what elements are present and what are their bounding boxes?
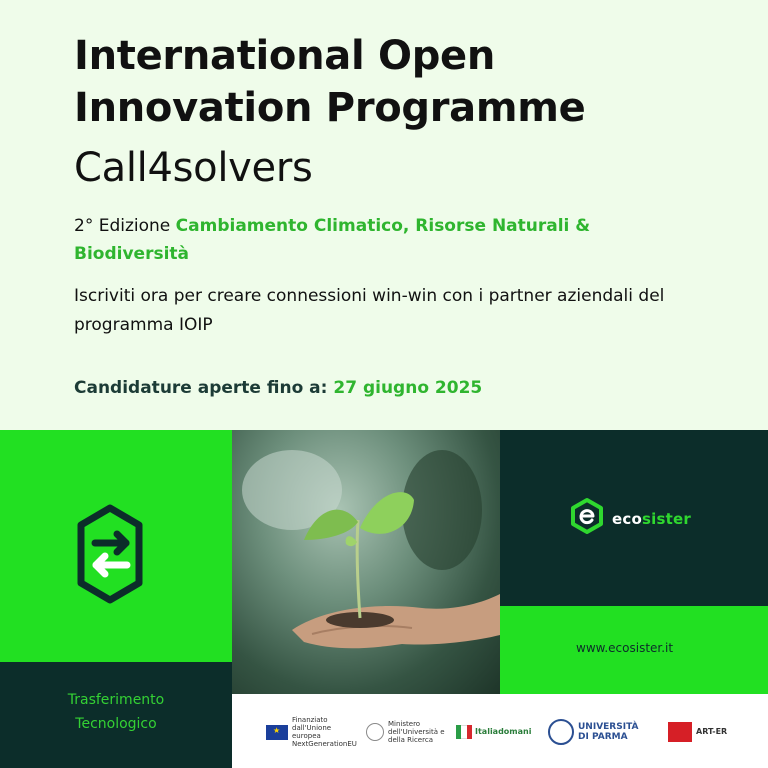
italy-flag-icon	[456, 725, 472, 739]
tech-transfer-line1: Trasferimento	[67, 692, 165, 708]
deadline-date: 27 giugno 2025	[333, 378, 483, 398]
edition-topics: Cambiamento Climatico, Risorse Naturali & Biodiversità	[74, 216, 591, 264]
brand-name-sister: sister	[641, 510, 691, 528]
edition-label: 2° Edizione	[74, 216, 171, 236]
deadline-label: Candidature aperte fino a:	[74, 378, 328, 398]
seedling-illustration	[232, 430, 500, 694]
eu-flag-icon	[266, 725, 288, 740]
mur-partner-text: Ministero dell'Università e della Ricerca	[388, 720, 445, 744]
unipr-line1: UNIVERSITÀ	[578, 722, 639, 732]
website-link[interactable]: www.ecosister.it	[576, 641, 674, 655]
italiadomani-text: Italiadomani	[475, 727, 532, 736]
arter-partner-logo	[668, 712, 727, 752]
unipr-line2: DI PARMA	[578, 732, 628, 742]
eu-partner-logo	[266, 712, 357, 752]
italiadomani-partner-logo	[456, 712, 531, 752]
eu-partner-text: Finanziato dall'Unione europea NextGenerationEU	[292, 716, 357, 748]
arter-text: ART-ER	[696, 727, 728, 736]
unipr-text	[578, 722, 638, 742]
arter-mark-icon	[668, 722, 692, 742]
green-panel-left	[0, 430, 232, 662]
seedling-in-hand-image	[232, 430, 500, 694]
ecosister-wordmark	[612, 510, 691, 528]
tech-transfer-label	[0, 688, 232, 736]
page-title: International Open Innovation Programme	[74, 33, 586, 131]
university-seal-icon	[548, 719, 574, 745]
tech-transfer-line2: Tecnologico	[75, 716, 157, 732]
brand-name-eco: eco	[612, 510, 642, 528]
intro-text: Iscriviti ora per creare connessioni win-win con i partner aziendali del programma IOIP	[74, 286, 665, 335]
unipr-partner-logo	[548, 712, 638, 752]
deadline-line	[74, 374, 482, 402]
page-subtitle: Call4solvers	[74, 145, 313, 191]
edition-line	[74, 212, 674, 268]
mur-partner-logo	[366, 712, 446, 752]
exchange-arrows-icon	[0, 430, 232, 662]
republic-seal-icon	[366, 723, 384, 741]
